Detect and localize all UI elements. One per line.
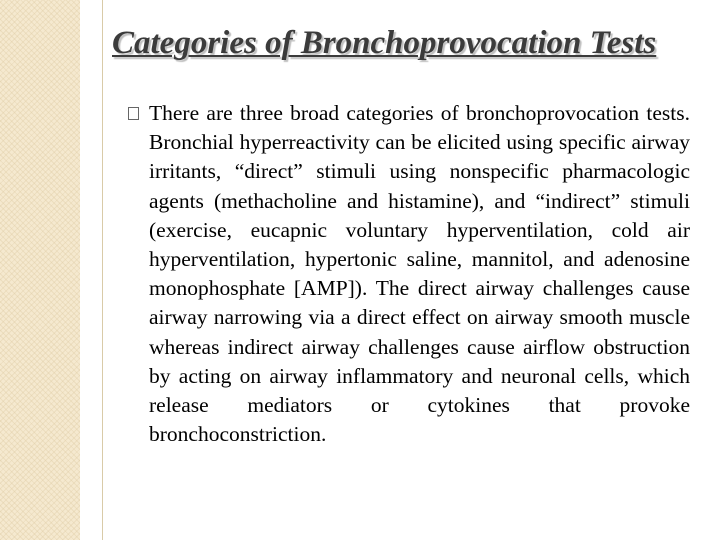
body-paragraph: There are three broad categories of bronchoprovocation tests. Bronchial hyperreactivity can be elicited using specific airway irritants, “direct” stimuli using nonspecific pharmacologic agents (methacholine and histamine), and “indirect” stimuli (exercise, eucapnic voluntary hyperventilation, cold air hyperventilation, hypertonic saline, mannitol, and adenosine monophosphate [AMP]). The direct airway challenges cause airway narrowing via a direct effect on airway smooth muscle whereas indirect airway challenges cause airflow obstruction by acting on airway inflammatory and neuronal cells, which release mediators or cytokines that provoke bronchoconstriction.	[149, 101, 690, 447]
decorative-left-band	[0, 0, 80, 540]
bullet-box	[128, 107, 139, 120]
divider-line	[80, 0, 102, 540]
slide-title: Categories of Bronchoprovocation Tests	[112, 25, 657, 61]
square-bullet-icon	[128, 104, 146, 122]
